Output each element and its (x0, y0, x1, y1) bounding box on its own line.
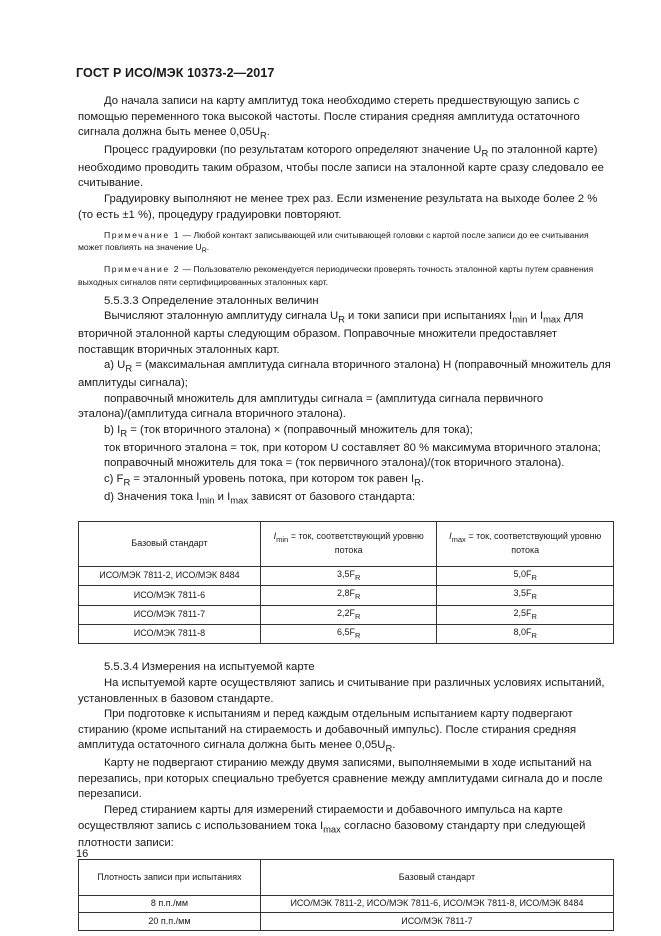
document-header: ГОСТ Р ИСО/МЭК 10373-2—2017 (76, 66, 275, 80)
current-table (78, 521, 614, 645)
paragraph-erase: До начала записи на карту амплитуд тока необходимо стереть предшествующую запись с помощью переменного тока высокой частоты. После стирания средняя амплитуда остаточного сигнала должна быть менее $0,05U_R$. (78, 95, 580, 141)
table-header-standard: Базовый стандарт (79, 521, 261, 566)
table-row: ИСО/МЭК 7811-2, ИСО/МЭК 8484 $3,5F_R$ $5,0F_R$ (79, 566, 614, 585)
list-item-a: a) $U_R$ = (максимальная амплитуда сигнала вторичного эталона) Н (поправочный множитель для амплитуды сигнала); (78, 359, 611, 390)
paragraph-repeat: Градуировку выполняют не менее трех раз. Если изменение результата на выходе более 2 % (то есть ±1 %), процедуру градуировки повторяют. (78, 193, 598, 221)
list-item-b-current: ток вторичного эталона = ток, при котором U составляет 80 % максимума вторичного эталона; (104, 441, 601, 454)
paragraph-calibration: Процесс градуировки (по результатам которого определяют значение $U_R$ по эталонной карте) необходимо проводить таким образом, чтобы после записи на эталонной карте сразу следовало ее считывание. (78, 144, 604, 190)
paragraph-test-card: На испытуемой карте осуществляют запись и считывание при различных условиях испытаний, установленных в базовом стандарте. (78, 676, 605, 705)
list-item-d: d) Значения тока $I_{min}$ и $I_{max}$ зависят от базового стандарта: (104, 490, 416, 506)
table-header-imax: $I_{max}$ = ток, соответствующий уровню потока (437, 521, 614, 566)
list-item-a-correction: поправочный множитель для амплитуды сигнала = (амплитуда сигнала первичного эталона)/(амплитуда сигнала вторичного эталона). (78, 392, 544, 421)
note-2: Примечание 2 — Пользователю рекомендуется периодически проверять точность эталонной карты путем сравнения выходных сигналов пяти сертифицированных эталонных карт. (78, 264, 594, 287)
table-row: 20 п.п./мм ИСО/МЭК 7811-7 (79, 913, 614, 931)
document-body (78, 94, 614, 931)
table-header-density: Плотность записи при испытаниях (79, 859, 261, 895)
paragraph-reference-values: Вычисляют эталонную амплитуду сигнала $U_R$ и токи записи при испытаниях $I_{min}$ и $I_{max}$ для вторичной эталонной карты следующим образом. Поправочные множители предоставляет поставщик вторичных эталонных карт. (78, 310, 584, 356)
list-item-c: c) $F_R$ = эталонный уровень потока, при котором ток равен $I_R$. (104, 473, 425, 488)
table-header-row (79, 859, 614, 895)
density-table (78, 859, 614, 931)
paragraph-no-erase: Карту не подвергают стиранию между двумя записями, выполняемыми в ходе испытаний на перезапись, при которых специально требуется сравнение между амплитудами сигнала до и после перезаписи. (78, 757, 603, 801)
table-header-standard: Базовый стандарт (260, 859, 613, 895)
list-item-b-correction: поправочный множитель для тока = (ток первичного эталона)/(ток вторичного эталона). (104, 457, 565, 470)
table-row: ИСО/МЭК 7811-8 $6,5F_R$ $8,0F_R$ (79, 624, 614, 643)
table-row: 8 п.п./мм ИСО/МЭК 7811-2, ИСО/МЭК 7811-6, ИСО/МЭК 7811-8, ИСО/МЭК 8484 (79, 895, 614, 913)
paragraph-prepare: При подготовке к испытаниям и перед каждым отдельным испытанием карту подвергают стиранию (кроме испытаний на стираемость и добавочный импульс). После стирания средняя амплитуда остаточного сигнала должна быть менее $0,05U_R$. (78, 708, 577, 754)
table-row: ИСО/МЭК 7811-6 $2,8F_R$ $3,5F_R$ (79, 586, 614, 605)
page-number: 16 (76, 848, 89, 860)
table-header-imin: $I_{min}$ = ток, соответствующий уровню потока (260, 521, 437, 566)
section-heading-5534: 5.5.3.4 Измерения на испытуемой карте (104, 661, 315, 674)
note-1: Примечание 1 — Любой контакт записывающей или считывающей головки с картой после записи до ее считывания может повлиять на значение $U_R$. (78, 230, 589, 256)
section-heading-5533: 5.5.3.3 Определение эталонных величин (104, 294, 319, 307)
list-item-b: b) $I_R = (ток$ вторичного эталона) × (поправочный множитель для тока); (104, 424, 473, 439)
table-row: ИСО/МЭК 7811-7 $2,2F_R$ $2,5F_R$ (79, 605, 614, 624)
table-header-row (79, 521, 614, 566)
paragraph-before-erase: Перед стиранием карты для измерений стираемости и добавочного импульса на карте осуществляют запись с использованием тока $I_{max}$ согласно базовому стандарту при следующей плотности записи: (78, 803, 586, 850)
